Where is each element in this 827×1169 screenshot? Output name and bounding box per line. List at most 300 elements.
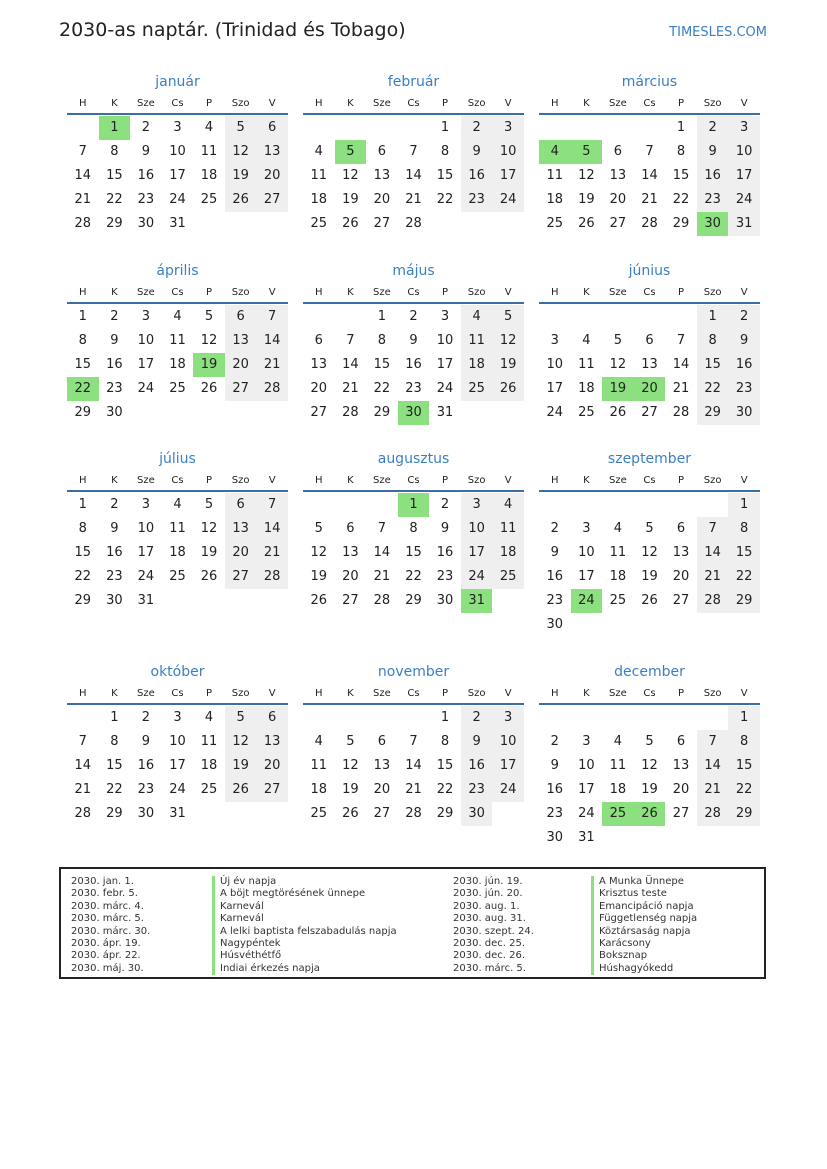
day-cell: 17	[169, 168, 186, 183]
holiday-date: 2030. aug. 31.	[453, 913, 526, 925]
day-cell: 10	[461, 517, 493, 541]
holiday-name: A lelki baptista felszabadulás napja	[212, 926, 397, 938]
day-cell: 10	[137, 521, 155, 536]
weekday-label: H	[551, 287, 559, 298]
holiday-date: 2030. ápr. 22.	[71, 950, 141, 962]
day-cell: 24	[137, 381, 155, 396]
day-cell: 11	[200, 144, 218, 159]
day-cell: 31	[169, 216, 186, 231]
weekday-label: Sze	[609, 287, 627, 298]
day-cell: 24	[546, 405, 564, 420]
month-november	[303, 663, 524, 826]
day-cell: 13	[225, 517, 257, 541]
day-cell: 2	[141, 120, 151, 135]
day-cell: 6	[346, 521, 355, 536]
day-cell: 9	[461, 730, 493, 754]
day-cell: 3	[173, 710, 182, 725]
month-title: október	[150, 664, 205, 680]
holiday-day-cell: 19	[602, 377, 634, 401]
day-cell: 4	[173, 497, 182, 512]
month-április	[67, 262, 288, 425]
day-cell: 11	[169, 521, 186, 536]
day-cell: 27	[225, 565, 257, 589]
day-cell: 18	[609, 782, 627, 797]
day-cell: 4	[204, 710, 214, 725]
day-cell: 10	[546, 357, 564, 372]
holiday-date: 2030. ápr. 19.	[71, 937, 141, 949]
empty-cell	[571, 493, 603, 517]
day-cell: 25	[461, 377, 493, 401]
day-cell: 8	[728, 517, 760, 541]
weekday-label: K	[347, 287, 354, 298]
day-cell: 3	[582, 734, 591, 749]
weekday-label: Sze	[137, 98, 155, 109]
day-cell: 15	[106, 168, 123, 183]
weekday-label: Szo	[703, 98, 722, 109]
day-cell: 7	[645, 144, 654, 159]
holiday-date: 2030. aug. 1.	[453, 900, 520, 912]
holiday-name: A böjt megtörésének ünnepe	[212, 888, 397, 900]
day-cell: 16	[436, 545, 454, 560]
month-augusztus	[303, 450, 524, 613]
day-cell: 15	[74, 357, 92, 372]
day-cell: 25	[578, 405, 595, 420]
day-cell: 20	[256, 754, 288, 778]
day-cell: 10	[137, 333, 155, 348]
day-cell: 28	[405, 216, 422, 231]
day-cell: 11	[578, 357, 595, 372]
site-link[interactable]: TIMESLES.COM	[669, 25, 767, 40]
day-cell: 2	[550, 734, 559, 749]
page-title: 2030-as naptár. (Trinidad és Tobago)	[59, 19, 406, 41]
day-cell: 17	[436, 357, 454, 372]
weekday-label: Cs	[407, 475, 420, 486]
day-cell: 20	[373, 782, 391, 797]
day-cell: 23	[546, 593, 564, 608]
day-cell: 5	[225, 116, 257, 140]
day-cell: 18	[200, 758, 218, 773]
day-cell: 13	[342, 545, 359, 560]
day-cell: 26	[342, 216, 359, 231]
day-cell: 25	[546, 216, 564, 231]
day-cell: 27	[256, 778, 288, 802]
day-cell: 18	[492, 541, 524, 565]
holiday-name: Karnevál	[212, 901, 397, 913]
day-cell: 18	[169, 545, 186, 560]
holiday-name: A Munka Ünnepe	[591, 876, 697, 888]
day-cell: 8	[440, 734, 450, 749]
day-cell: 27	[256, 188, 288, 212]
day-cell: 2	[141, 710, 151, 725]
day-cell: 24	[728, 188, 760, 212]
day-cell: 4	[613, 521, 623, 536]
weekday-label: Szo	[703, 287, 722, 298]
weekday-label: V	[504, 475, 512, 486]
day-cell: 19	[225, 754, 257, 778]
day-cell: 4	[492, 493, 524, 517]
weekday-label: K	[583, 287, 590, 298]
day-cell: 6	[377, 144, 387, 159]
day-cell: 9	[440, 521, 450, 536]
weekday-label: K	[583, 98, 590, 109]
day-cell: 1	[78, 309, 87, 324]
month-title: szeptember	[607, 451, 692, 467]
day-cell: 16	[137, 758, 155, 773]
weekday-label: Sze	[609, 98, 627, 109]
weekday-header	[303, 687, 524, 705]
month-title: december	[614, 664, 685, 680]
day-cell: 13	[609, 168, 627, 183]
weekday-label: V	[504, 688, 512, 699]
day-cell: 15	[106, 758, 123, 773]
day-cell: 10	[578, 758, 595, 773]
day-cell: 27	[342, 593, 359, 608]
day-cell: 3	[141, 497, 151, 512]
empty-cell	[634, 305, 666, 329]
empty-cell	[602, 116, 634, 140]
day-cell: 23	[106, 381, 123, 396]
day-cell: 22	[436, 782, 454, 797]
day-cell: 24	[578, 806, 595, 821]
day-cell: 7	[697, 517, 729, 541]
day-cell: 25	[169, 569, 186, 584]
day-cell: 2	[550, 521, 559, 536]
weekday-label: K	[347, 688, 354, 699]
day-cell: 13	[225, 329, 257, 353]
day-cell: 3	[728, 116, 760, 140]
day-cell: 15	[672, 168, 690, 183]
day-cell: 11	[461, 329, 493, 353]
empty-cell	[602, 305, 634, 329]
weekday-header	[67, 474, 288, 492]
month-január	[67, 73, 288, 236]
day-cell: 20	[256, 164, 288, 188]
day-cell: 6	[256, 116, 288, 140]
day-cell: 25	[310, 216, 328, 231]
empty-cell	[303, 116, 335, 140]
day-cell: 22	[672, 192, 690, 207]
holiday-name: Karácsony	[591, 938, 697, 950]
day-cell: 21	[74, 192, 92, 207]
day-cell: 19	[310, 569, 328, 584]
day-cell: 9	[550, 758, 559, 773]
day-cell: 14	[405, 758, 422, 773]
month-title: április	[156, 263, 199, 279]
holiday-day-cell: 31	[461, 589, 493, 613]
day-cell: 31	[137, 593, 155, 608]
weekday-label: P	[442, 688, 449, 699]
weekday-label: Cs	[407, 688, 420, 699]
day-cell: 2	[409, 309, 418, 324]
weekday-label: Sze	[373, 688, 391, 699]
empty-cell	[665, 493, 697, 517]
weekday-label: H	[79, 475, 87, 486]
weekday-label: H	[551, 475, 559, 486]
day-cell: 24	[461, 565, 493, 589]
holiday-name: Boksznap	[591, 950, 697, 962]
empty-cell	[303, 305, 335, 329]
day-cell: 31	[728, 212, 760, 236]
day-cell: 6	[645, 333, 654, 348]
day-cell: 23	[137, 192, 155, 207]
day-cell: 29	[697, 401, 729, 425]
day-cell: 1	[110, 710, 119, 725]
day-cell: 18	[578, 381, 595, 396]
holiday-name: Húsvéthétfő	[212, 950, 397, 962]
holiday-name: Új év napja	[212, 876, 397, 888]
day-cell: 18	[169, 357, 186, 372]
day-cell: 18	[461, 353, 493, 377]
holiday-date: 2030. jan. 1.	[71, 876, 134, 887]
empty-cell	[366, 493, 398, 517]
weekday-label: Szo	[231, 287, 250, 298]
day-cell: 19	[578, 192, 595, 207]
holiday-day-cell: 5	[335, 140, 367, 164]
day-cell: 28	[256, 377, 288, 401]
weekday-label: Szo	[467, 475, 486, 486]
day-cell: 21	[697, 778, 729, 802]
day-cell: 6	[225, 305, 257, 329]
day-cell: 7	[697, 730, 729, 754]
day-cell: 22	[728, 778, 760, 802]
empty-cell	[539, 305, 571, 329]
day-cell: 17	[137, 545, 155, 560]
day-cell: 13	[641, 357, 658, 372]
day-cell: 19	[641, 782, 658, 797]
day-cell: 31	[436, 405, 454, 420]
day-cell: 23	[106, 569, 123, 584]
holiday-date: 2030. febr. 5.	[71, 888, 138, 900]
day-cell: 5	[204, 309, 214, 324]
weekday-label: P	[678, 475, 685, 486]
day-cell: 31	[169, 806, 186, 821]
weekday-label: Sze	[373, 98, 391, 109]
holiday-date: 2030. szept. 24.	[453, 925, 534, 937]
day-cell: 21	[672, 381, 690, 396]
day-cell: 22	[697, 377, 729, 401]
weekday-label: V	[740, 98, 748, 109]
day-cell: 18	[546, 192, 564, 207]
weekday-label: K	[111, 98, 118, 109]
empty-cell	[539, 706, 571, 730]
day-cell: 28	[405, 806, 422, 821]
day-cell: 12	[641, 758, 658, 773]
day-grid	[539, 116, 760, 236]
day-cell: 3	[492, 116, 524, 140]
day-cell: 21	[256, 353, 288, 377]
day-cell: 13	[373, 758, 391, 773]
day-cell: 18	[310, 782, 328, 797]
day-cell: 9	[110, 521, 119, 536]
weekday-label: Cs	[171, 475, 184, 486]
day-cell: 21	[373, 569, 391, 584]
weekday-label: Cs	[643, 475, 656, 486]
holiday-name: Nagypéntek	[212, 938, 397, 950]
day-cell: 24	[169, 192, 186, 207]
weekday-label: Cs	[171, 98, 184, 109]
day-cell: 12	[609, 357, 627, 372]
weekday-label: P	[206, 98, 213, 109]
month-július	[67, 450, 288, 613]
day-cell: 16	[106, 545, 123, 560]
day-cell: 21	[74, 782, 92, 797]
day-cell: 30	[106, 593, 123, 608]
day-cell: 17	[546, 381, 564, 396]
empty-cell	[697, 493, 729, 517]
month-title: március	[621, 74, 678, 90]
day-cell: 4	[613, 734, 623, 749]
day-cell: 29	[106, 216, 123, 231]
day-cell: 21	[697, 565, 729, 589]
day-cell: 30	[461, 802, 493, 826]
month-december	[539, 663, 760, 850]
day-cell: 23	[728, 377, 760, 401]
holiday-names-left	[212, 876, 397, 975]
day-grid	[67, 305, 288, 425]
day-cell: 7	[78, 144, 87, 159]
day-cell: 15	[728, 541, 760, 565]
weekday-label: Cs	[171, 688, 184, 699]
day-cell: 17	[169, 758, 186, 773]
weekday-label: Szo	[231, 98, 250, 109]
month-március	[539, 73, 760, 236]
weekday-label: K	[583, 475, 590, 486]
holiday-day-cell: 1	[398, 493, 430, 517]
day-cell: 28	[641, 216, 658, 231]
weekday-label: Cs	[407, 98, 420, 109]
day-cell: 29	[74, 405, 92, 420]
month-május	[303, 262, 524, 425]
holiday-date: 2030. máj. 30.	[71, 962, 144, 974]
day-cell: 9	[550, 545, 559, 560]
weekday-label: H	[315, 98, 323, 109]
empty-cell	[634, 116, 666, 140]
weekday-header	[67, 286, 288, 304]
day-cell: 27	[609, 216, 627, 231]
day-cell: 14	[405, 168, 422, 183]
day-cell: 27	[373, 806, 391, 821]
weekday-label: Szo	[467, 98, 486, 109]
day-cell: 12	[200, 521, 218, 536]
day-cell: 21	[256, 541, 288, 565]
empty-cell	[602, 706, 634, 730]
day-cell: 4	[461, 305, 493, 329]
day-grid	[67, 493, 288, 613]
day-cell: 19	[200, 545, 218, 560]
day-cell: 13	[256, 140, 288, 164]
day-cell: 3	[461, 493, 493, 517]
day-cell: 3	[173, 120, 182, 135]
day-cell: 13	[310, 357, 328, 372]
day-grid	[67, 706, 288, 826]
day-cell: 4	[204, 120, 214, 135]
day-cell: 20	[342, 569, 359, 584]
weekday-label: V	[740, 287, 748, 298]
weekday-label: K	[583, 688, 590, 699]
day-cell: 6	[676, 734, 686, 749]
day-cell: 7	[256, 305, 288, 329]
weekday-label: P	[442, 475, 449, 486]
day-cell: 30	[728, 401, 760, 425]
day-cell: 24	[169, 782, 186, 797]
day-cell: 16	[137, 168, 155, 183]
weekday-label: Sze	[137, 688, 155, 699]
day-cell: 12	[342, 758, 359, 773]
day-cell: 1	[697, 305, 729, 329]
day-cell: 8	[78, 333, 87, 348]
empty-cell	[665, 305, 697, 329]
day-cell: 22	[106, 782, 123, 797]
day-grid	[303, 116, 524, 236]
day-cell: 30	[137, 806, 155, 821]
day-cell: 14	[74, 168, 92, 183]
day-cell: 28	[697, 589, 729, 613]
day-cell: 23	[461, 188, 493, 212]
empty-cell	[571, 305, 603, 329]
day-cell: 15	[728, 754, 760, 778]
holiday-names-right	[591, 876, 697, 975]
day-cell: 29	[373, 405, 391, 420]
day-cell: 1	[728, 706, 760, 730]
holiday-date: 2030. márc. 30.	[71, 925, 151, 937]
weekday-label: P	[442, 98, 449, 109]
weekday-header	[539, 286, 760, 304]
day-cell: 7	[409, 734, 418, 749]
day-cell: 17	[578, 782, 595, 797]
day-cell: 9	[110, 333, 119, 348]
day-cell: 13	[373, 168, 391, 183]
day-cell: 27	[225, 377, 257, 401]
empty-cell	[366, 116, 398, 140]
empty-cell	[67, 706, 99, 730]
day-grid	[539, 493, 760, 637]
day-cell: 8	[440, 144, 450, 159]
day-cell: 25	[200, 782, 218, 797]
month-február	[303, 73, 524, 236]
weekday-label: V	[268, 688, 276, 699]
day-cell: 6	[377, 734, 387, 749]
day-cell: 26	[200, 381, 218, 396]
month-title: február	[387, 74, 440, 90]
day-cell: 14	[256, 329, 288, 353]
day-cell: 20	[672, 569, 690, 584]
day-cell: 2	[461, 116, 493, 140]
day-cell: 28	[342, 405, 359, 420]
weekday-header	[303, 286, 524, 304]
day-cell: 11	[200, 734, 218, 749]
day-cell: 28	[74, 806, 92, 821]
weekday-label: Sze	[609, 688, 627, 699]
day-cell: 17	[137, 357, 155, 372]
weekday-label: H	[551, 688, 559, 699]
holiday-name: Indiai érkezés napja	[212, 963, 397, 975]
weekday-header	[539, 687, 760, 705]
month-title: január	[155, 74, 200, 90]
empty-cell	[665, 706, 697, 730]
day-cell: 16	[106, 357, 123, 372]
weekday-label: V	[740, 475, 748, 486]
day-cell: 2	[110, 309, 119, 324]
day-cell: 14	[697, 754, 729, 778]
day-cell: 2	[440, 497, 450, 512]
empty-cell	[571, 706, 603, 730]
day-cell: 10	[436, 333, 454, 348]
day-cell: 1	[78, 497, 87, 512]
weekday-label: P	[678, 287, 685, 298]
day-cell: 23	[461, 778, 493, 802]
day-cell: 23	[405, 381, 422, 396]
day-cell: 10	[169, 144, 186, 159]
